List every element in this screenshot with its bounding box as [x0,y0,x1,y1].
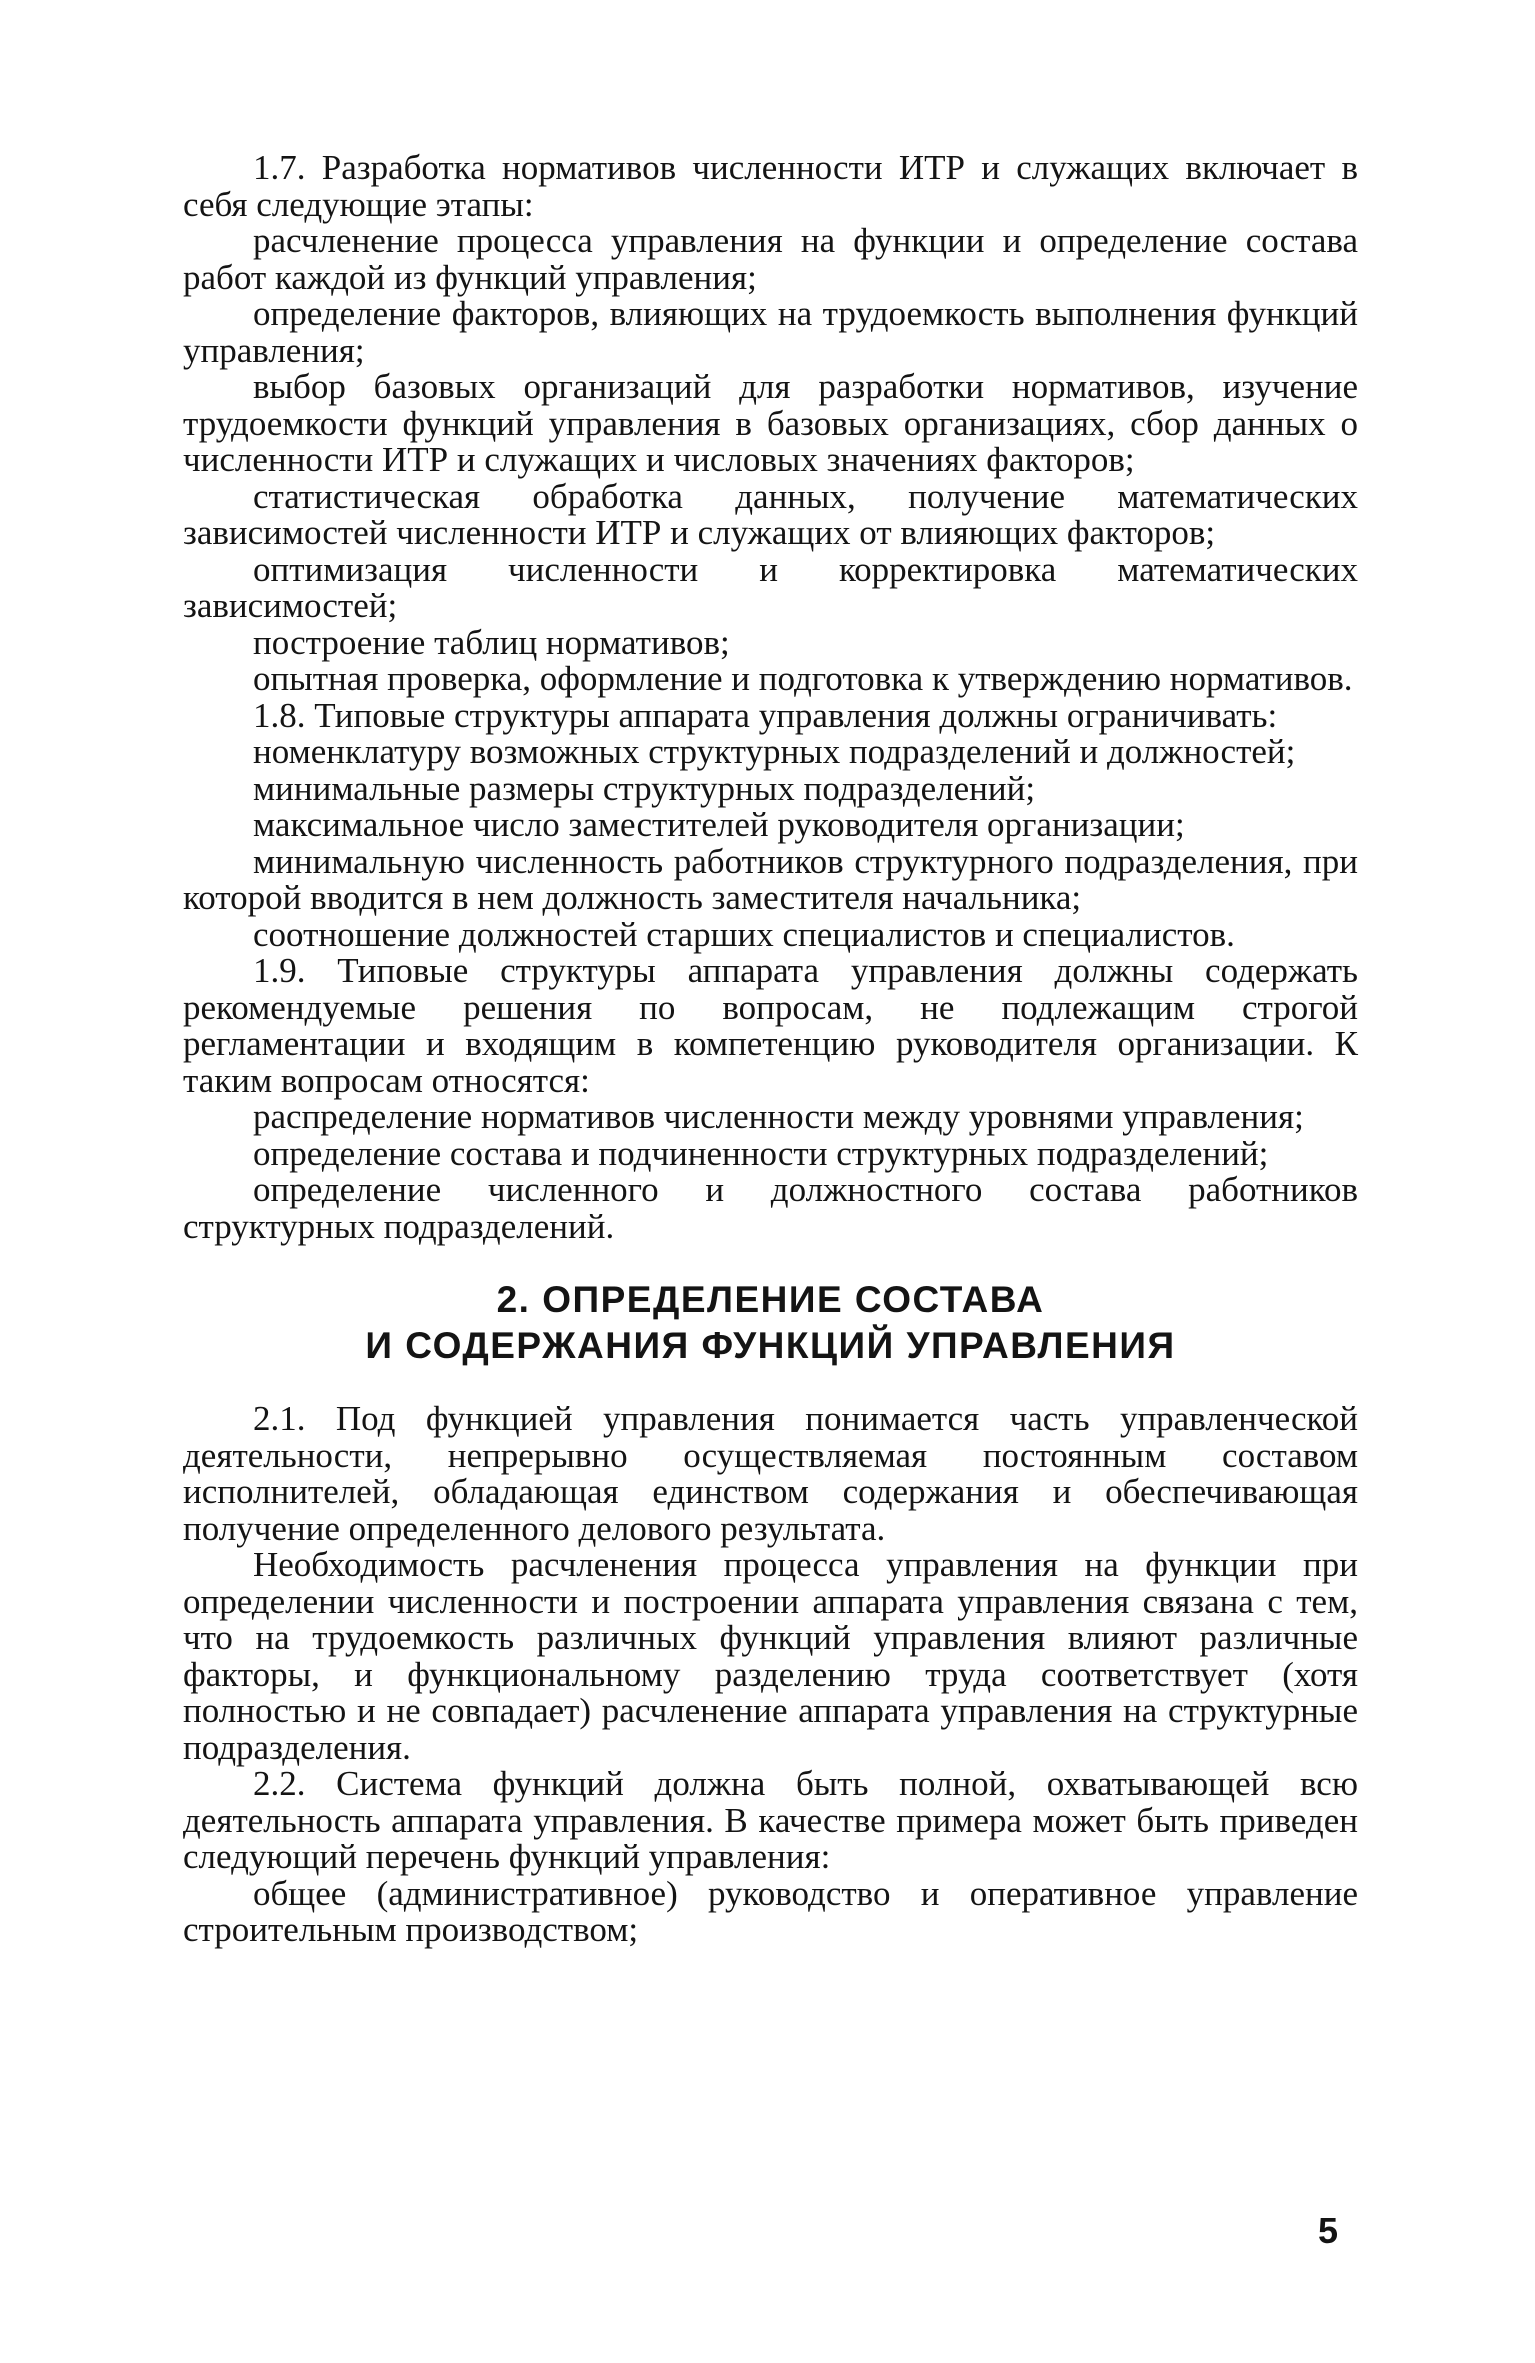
page-number: 5 [1318,2210,1339,2251]
heading-line-2: И СОДЕРЖАНИЯ ФУНКЦИЙ УПРАВЛЕНИЯ [365,1325,1176,1366]
section-2-heading [183,1277,1358,1369]
list-item: опытная проверка, оформление и подготовка к утверждению нормативов. [253,659,1353,698]
paragraph-1-7-intro: 1.7. Разработка нормативов численности ИТР и служащих включает в себя следующие этапы: [183,148,1358,224]
list-item: минимальные размеры структурных подразделений; [253,768,1036,808]
list-item: статистическая обработка данных, получение математических зависимостей численности ИТР и служащих от влияющих факторов; [183,476,1358,552]
list-item: оптимизация численности и корректировка математических зависимостей; [183,549,1358,625]
paragraph-1-9-intro: 1.9. Типовые структуры аппарата управления должны содержать рекомендуемые решения по вопросам, не подлежащим строгой регламентации и входящим в компетенцию руководителя организации. К таким вопросам относятся: [183,951,1358,1100]
list-item: определение состава и подчиненности структурных подразделений; [253,1133,1269,1173]
list-item: максимальное число заместителей руководителя организации; [253,805,1185,844]
paragraph-2-1-continued: Необходимость расчленения процесса управления на функции при определении численности и построении аппарата управления связана с тем, что на трудоемкость различных функций управления влияют различные факторы, и функциональному разделению труда соответствует (хотя полностью и не совпадает) расчленение аппарата управления на структурные подразделения. [183,1545,1358,1767]
paragraph-2-1: 2.1. Под функцией управления понимается часть управленческой деятельности, непрерывно осуществляемая постоянным составом исполнителей, обладающая единством содержания и обеспечивающая получение определенного делового результата. [183,1399,1358,1548]
list-item: распределение нормативов численности между уровнями управления; [253,1097,1304,1136]
heading-line-1: 2. ОПРЕДЕЛЕНИЕ СОСТАВА [496,1279,1045,1320]
list-item: расчленение процесса управления на функции и определение состава работ каждой из функций управления; [183,221,1358,297]
list-item: определение факторов, влияющих на трудоемкость выполнения функций управления; [183,294,1358,370]
list-item: определение численного и должностного состава работников структурных подразделений. [183,1170,1358,1246]
list-item: общее (административное) руководство и оперативное управление строительным производством; [183,1873,1358,1949]
list-item: выбор базовых организаций для разработки нормативов, изучение трудоемкости функций управления в базовых организациях, сбор данных о численности ИТР и служащих и числовых значениях факторов; [183,367,1358,479]
list-item: построение таблиц нормативов; [253,622,730,662]
paragraph-1-8-intro: 1.8. Типовые структуры аппарата управления должны ограничивать: [253,695,1278,735]
list-item: номенклатуру возможных структурных подразделений и должностей; [253,732,1296,771]
list-item: соотношение должностей старших специалистов и специалистов. [253,914,1235,954]
document-page [183,150,1358,1949]
paragraph-2-2: 2.2. Система функций должна быть полной, охватывающей всю деятельность аппарата управления. В качестве примера может быть приведен следующий перечень функций управления: [183,1764,1358,1876]
list-item: минимальную численность работников структурного подразделения, при которой вводится в нем должность заместителя начальника; [183,841,1358,917]
